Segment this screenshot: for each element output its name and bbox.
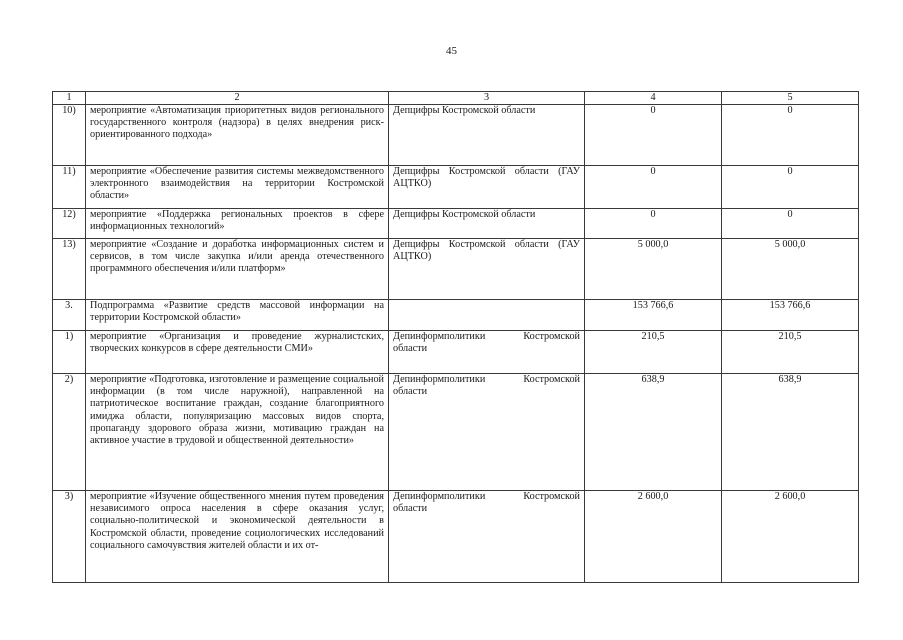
row-number: 13) bbox=[53, 239, 86, 300]
table-row bbox=[53, 374, 859, 491]
row-executor: Депцифры Костромской области (ГАУ АЦТКО) bbox=[389, 166, 585, 209]
header-col-2: 2 bbox=[86, 92, 389, 105]
row-activity: мероприятие «Автоматизация приоритетных видов регионального государственного контроля (надзора) в целях внедрения риск-ориентированного подхода» bbox=[86, 105, 389, 166]
table-row bbox=[53, 166, 859, 209]
table-row bbox=[53, 239, 859, 300]
row-executor: Депцифры Костромской области bbox=[389, 105, 585, 166]
header-col-3: 3 bbox=[389, 92, 585, 105]
table-row bbox=[53, 105, 859, 166]
row-executor: Депцифры Костромской области (ГАУ АЦТКО) bbox=[389, 239, 585, 300]
row-value-5: 153 766,6 bbox=[722, 300, 859, 331]
table-row bbox=[53, 331, 859, 374]
row-number: 2) bbox=[53, 374, 86, 491]
program-table bbox=[52, 91, 859, 583]
row-value-4: 0 bbox=[585, 105, 722, 166]
row-activity: мероприятие «Обеспечение развития системы межведомственного электронного взаимодействия на территории Костромской области» bbox=[86, 166, 389, 209]
row-value-5: 0 bbox=[722, 166, 859, 209]
row-value-4: 2 600,0 bbox=[585, 491, 722, 583]
row-activity: мероприятие «Создание и доработка информационных систем и сервисов, в том числе закупка и/или аренда отечественного программного обеспечения и/или платформ» bbox=[86, 239, 389, 300]
header-col-1: 1 bbox=[53, 92, 86, 105]
table-header-row bbox=[53, 92, 859, 105]
row-executor bbox=[389, 300, 585, 331]
row-value-5: 638,9 bbox=[722, 374, 859, 491]
row-value-5: 0 bbox=[722, 105, 859, 166]
row-activity: мероприятие «Изучение общественного мнения путем проведения независимого опроса населения в сфере оказания услуг, социально-политической и экономической деятельности в Костромской области, проведение социологических исследований социального самочувствия жителей области и их от- bbox=[86, 491, 389, 583]
header-col-5: 5 bbox=[722, 92, 859, 105]
row-activity: мероприятие «Поддержка региональных проектов в сфере информационных технологий» bbox=[86, 209, 389, 239]
table-row bbox=[53, 209, 859, 239]
row-number: 3) bbox=[53, 491, 86, 583]
row-value-4: 5 000,0 bbox=[585, 239, 722, 300]
row-executor: Депинформполитики Костромской области bbox=[389, 374, 585, 491]
header-col-4: 4 bbox=[585, 92, 722, 105]
row-value-5: 2 600,0 bbox=[722, 491, 859, 583]
page-number: 45 bbox=[446, 45, 457, 57]
row-number: 12) bbox=[53, 209, 86, 239]
row-number: 1) bbox=[53, 331, 86, 374]
row-executor: Депцифры Костромской области bbox=[389, 209, 585, 239]
row-activity: Подпрограмма «Развитие средств массовой информации на территории Костромской области» bbox=[86, 300, 389, 331]
row-number: 10) bbox=[53, 105, 86, 166]
row-number: 11) bbox=[53, 166, 86, 209]
row-value-5: 0 bbox=[722, 209, 859, 239]
row-value-4: 210,5 bbox=[585, 331, 722, 374]
row-executor: Депинформполитики Костромской области bbox=[389, 491, 585, 583]
row-executor: Депинформполитики Костромской области bbox=[389, 331, 585, 374]
row-value-4: 0 bbox=[585, 209, 722, 239]
row-value-4: 638,9 bbox=[585, 374, 722, 491]
row-activity: мероприятие «Подготовка, изготовление и размещение социальной информации (в том числе наружной), направленной на патриотическое воспитание граждан, создание благоприятного имиджа области, популяризацию массовых видов спорта, пропаганду здорового образа жизни, мотивацию граждан на активное участие в трудовой и общественной деятельности» bbox=[86, 374, 389, 491]
row-value-5: 210,5 bbox=[722, 331, 859, 374]
row-value-5: 5 000,0 bbox=[722, 239, 859, 300]
row-activity: мероприятие «Организация и проведение журналистских, творческих конкурсов в сфере деятельности СМИ» bbox=[86, 331, 389, 374]
row-value-4: 0 bbox=[585, 166, 722, 209]
row-number: 3. bbox=[53, 300, 86, 331]
table-row-subprogram bbox=[53, 300, 859, 331]
row-value-4: 153 766,6 bbox=[585, 300, 722, 331]
table-row bbox=[53, 491, 859, 583]
